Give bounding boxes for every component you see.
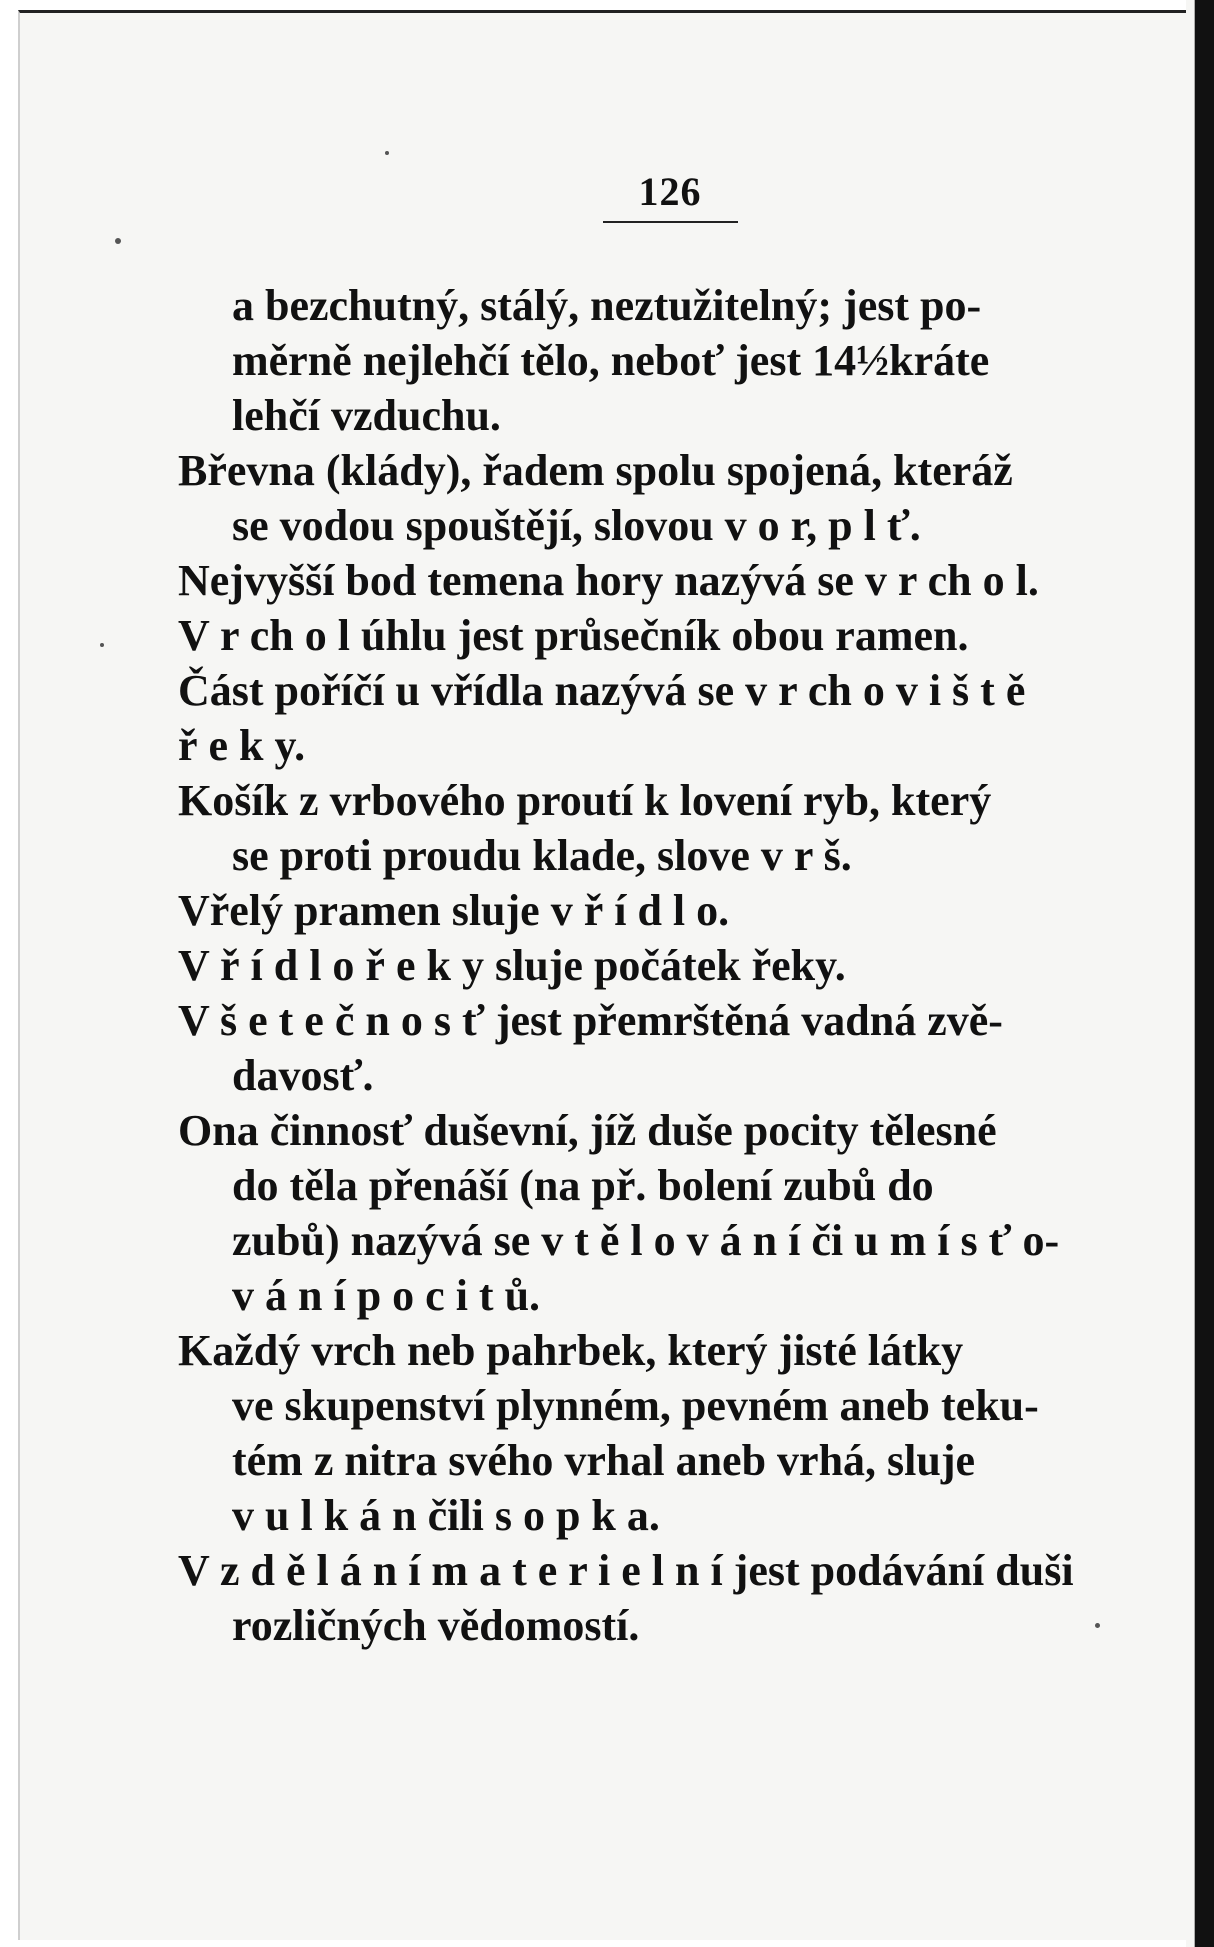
text-line: V r ch o l úhlu jest průsečník obou ramen.: [178, 611, 969, 660]
text-line: se vodou spouštějí, slovou v o r, p l ť.: [232, 501, 921, 550]
text-line: rozličných vědomostí.: [232, 1601, 640, 1650]
page-edge-shadow: [1186, 0, 1214, 1947]
text-line: se proti proudu klade, slove v r š.: [232, 831, 852, 880]
text-line: Košík z vrbového proutí k lovení ryb, který: [178, 776, 992, 825]
text-line: tém z nitra svého vrhal aneb vrhá, sluje: [232, 1436, 976, 1485]
book-page: [18, 10, 1186, 1940]
text-line: V z d ě l á n í m a t e r i e l n í jest podávání duši: [178, 1546, 1074, 1595]
text-line: lehčí vzduchu.: [232, 391, 501, 440]
text-line: zubů) nazývá se v t ě l o v á n í či u m í s ť o-: [232, 1216, 1060, 1265]
text-line: měrně nejlehčí tělo, neboť jest 14½kráte: [232, 336, 990, 385]
text-line: do těla přenáší (na př. bolení zubů do: [232, 1161, 934, 1210]
text-line: Vřelý pramen sluje v ř í d l o.: [178, 886, 730, 935]
text-line: Každý vrch neb pahrbek, který jisté látky: [178, 1326, 964, 1375]
text-line: V ř í d l o ř e k y sluje počátek řeky.: [178, 941, 846, 990]
text-line: v á n í p o c i t ů.: [232, 1271, 541, 1320]
print-speck: [100, 643, 104, 647]
text-line: V š e t e č n o s ť jest přemrštěná vadná zvě-: [178, 996, 1003, 1045]
page-number-rule: [603, 221, 738, 223]
text-line: v u l k á n čili s o p k a.: [232, 1491, 660, 1540]
print-speck: [115, 238, 121, 244]
page-number: 126: [638, 169, 702, 214]
text-line: a bezchutný, stálý, neztužitelný; jest po-: [232, 281, 982, 330]
print-speck: [1095, 1623, 1100, 1628]
page-text: [178, 278, 1163, 1653]
text-line: Břevna (klády), řadem spolu spojená, kteráž: [178, 446, 1013, 495]
text-line: Nejvyšší bod temena hory nazývá se v r ch o l.: [178, 556, 1039, 605]
text-line: ř e k y.: [178, 721, 306, 770]
text-line: Část poříčí u vřídla nazývá se v r ch o v i š t ě: [178, 666, 1026, 715]
print-speck: [385, 151, 389, 155]
text-line: ve skupenství plynném, pevném aneb teku-: [232, 1381, 1039, 1430]
text-line: Ona činnosť duševní, jíž duše pocity tělesné: [178, 1106, 997, 1155]
text-line: davosť.: [232, 1051, 374, 1100]
